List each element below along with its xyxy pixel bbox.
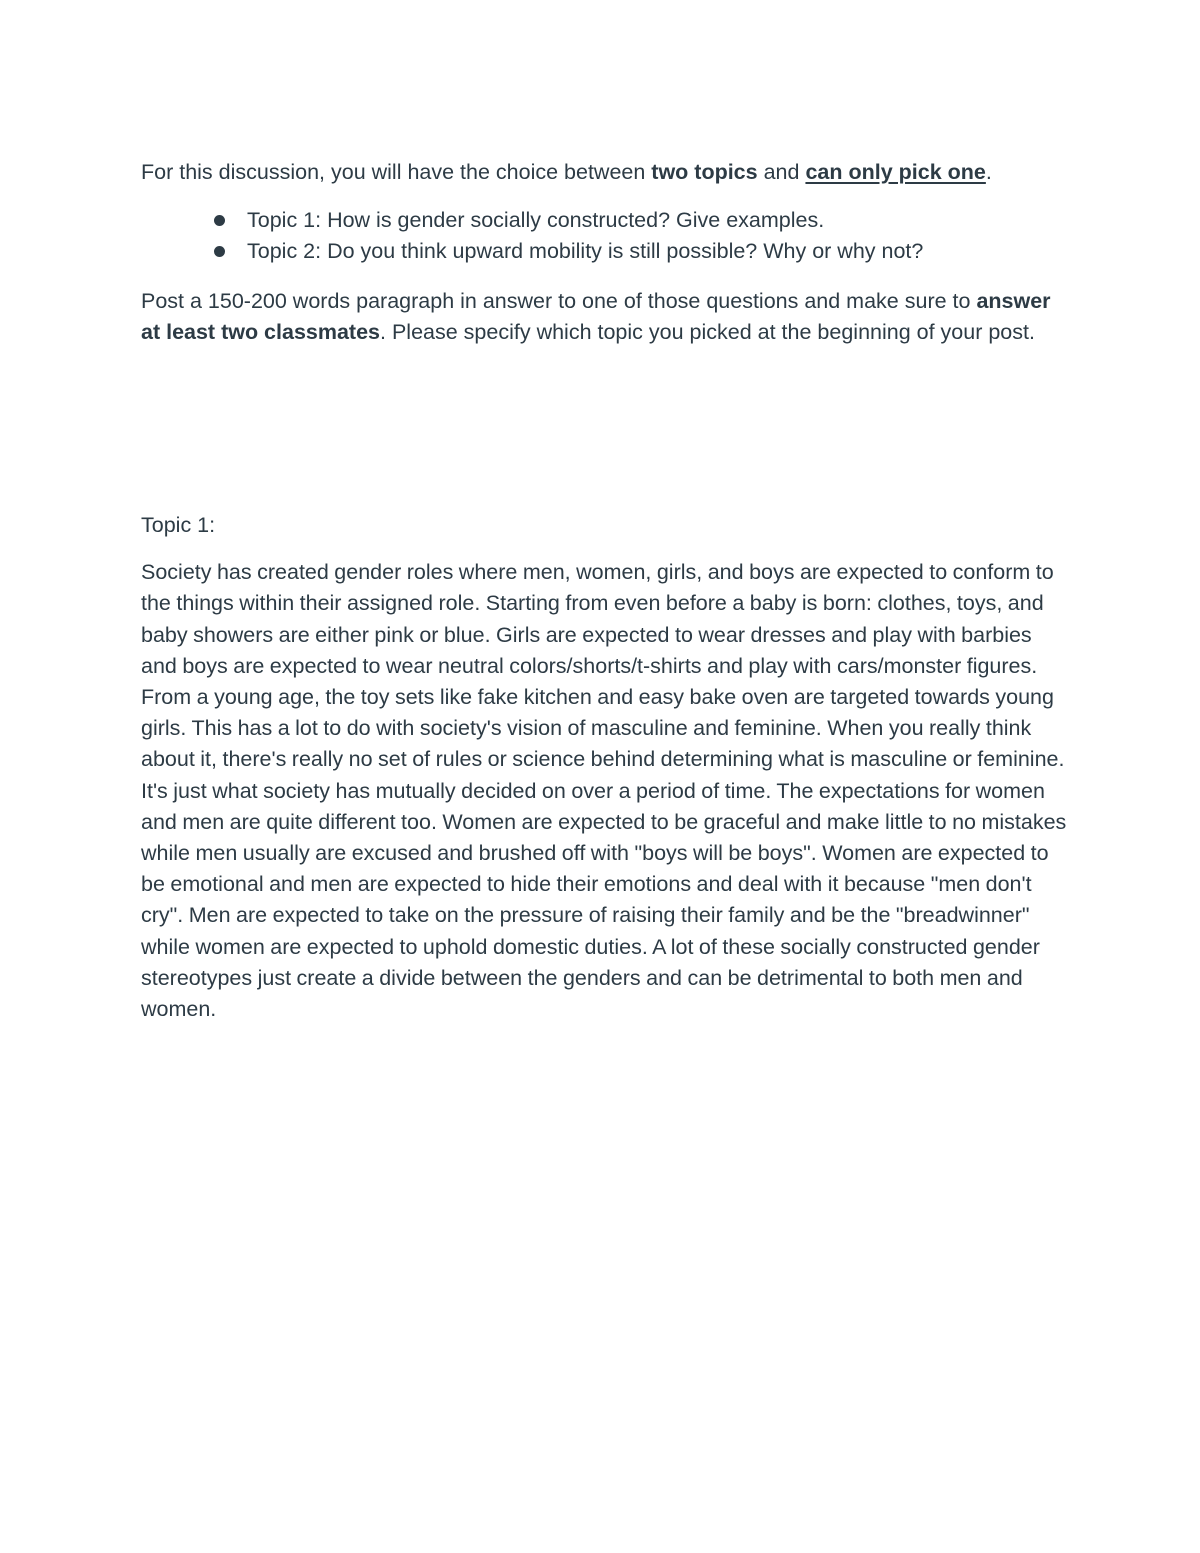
topic-1-text: Topic 1: How is gender socially constructed? Give examples. — [247, 208, 825, 233]
bullet-icon — [214, 246, 225, 257]
intro-bold-pick-one: can only pick one — [805, 160, 986, 184]
list-item — [141, 205, 1071, 236]
instructions-paragraph — [141, 286, 1071, 348]
intro-text-2: and — [757, 160, 806, 184]
response-heading: Topic 1: — [141, 512, 216, 537]
intro-bold-two-topics: two topics — [651, 160, 758, 184]
topic-2-text: Topic 2: Do you think upward mobility is still possible? Why or why not? — [247, 239, 924, 264]
intro-paragraph — [141, 157, 1071, 188]
bullet-icon — [214, 215, 225, 226]
intro-text-3: . — [985, 160, 992, 184]
document-content — [141, 157, 1071, 1025]
intro-text-1: For this discussion, you will have the choice between — [141, 160, 652, 184]
list-item — [141, 236, 1071, 267]
topic-list — [141, 205, 1071, 267]
instructions-text-1: Post a 150-200 words paragraph in answer to one of those questions and make sure to — [141, 288, 977, 313]
instructions-text-2: . Please specify which topic you picked at the beginning of your post. — [380, 319, 1035, 344]
instructions-bold: answer at least two classmates — [141, 288, 1051, 344]
response-body: Society has created gender roles where men, women, girls, and boys are expected to conform to the things within their assigned role. Starting from even before a baby is born: clothes, toys, and baby showers are either pink or blue. Girls are expected to wear dresses and play with barbies and boys are expected to wear neutral colors/shorts/t-shirts and play with cars/monster figures. From a young age, the toy sets like fake kitchen and easy bake oven are targeted towards young girls. This has a lot to do with society's vision of masculine and feminine. When you really think about it, there's really no set of rules or science behind determining what is masculine or feminine. It's just what society has mutually decided on over a period of time. The expectations for women and men are quite different too. Women are expected to be graceful and make little to no mistakes while men usually are excused and brushed off with "boys will be boys". Women are expected to be emotional and men are expected to hide their emotions and deal with it because "men don't cry". Men are expected to take on the pressure of raising their family and be the "breadwinner" while women are expected to uphold domestic duties. A lot of these socially constructed gender stereotypes just create a divide between the genders and can be detrimental to both men and women. — [141, 560, 1067, 1022]
